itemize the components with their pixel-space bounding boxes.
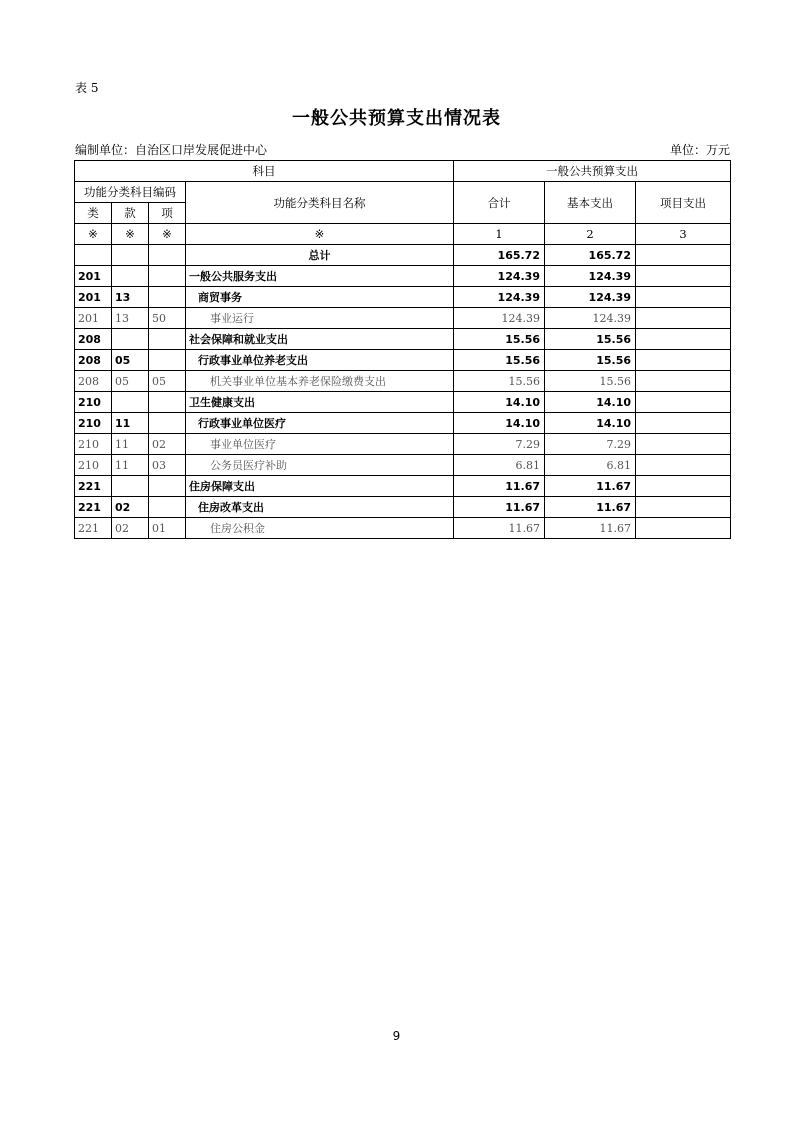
header-subject: 科目 [75,161,454,182]
cell-total: 165.72 [454,245,545,266]
index-cell: 3 [636,224,731,245]
cell-xiang [149,287,186,308]
cell-name: 住房改革支出 [186,497,454,518]
cell-kuan [112,329,149,350]
cell-lei: 210 [75,455,112,476]
cell-project [636,518,731,539]
cell-name: 公务员医疗补助 [186,455,454,476]
cell-lei: 201 [75,266,112,287]
cell-xiang: 50 [149,308,186,329]
cell-total: 6.81 [454,455,545,476]
cell-project [636,350,731,371]
table-row [75,392,731,413]
cell-xiang [149,392,186,413]
cell-basic: 165.72 [545,245,636,266]
mark-cell: ※ [75,224,112,245]
cell-kuan: 11 [112,434,149,455]
cell-xiang [149,329,186,350]
page-title: 一般公共预算支出情况表 [292,108,501,129]
cell-project [636,287,731,308]
cell-xiang: 03 [149,455,186,476]
cell-project [636,329,731,350]
header-lei: 类 [75,203,112,224]
cell-lei: 221 [75,497,112,518]
cell-xiang [149,476,186,497]
header-total: 合计 [454,182,545,224]
cell-total: 15.56 [454,329,545,350]
cell-kuan [112,245,149,266]
header-xiang: 项 [149,203,186,224]
table-row [75,287,731,308]
cell-name: 机关事业单位基本养老保险缴费支出 [186,371,454,392]
table-header [75,161,731,245]
cell-kuan: 02 [112,497,149,518]
header-kuan: 款 [112,203,149,224]
cell-xiang: 02 [149,434,186,455]
table-row [75,518,731,539]
cell-name: 卫生健康支出 [186,392,454,413]
table-body [75,245,731,539]
cell-basic: 124.39 [545,266,636,287]
cell-project [636,245,731,266]
budget-table [74,160,731,539]
cell-project [636,476,731,497]
cell-name: 事业运行 [186,308,454,329]
cell-total: 14.10 [454,413,545,434]
cell-total: 15.56 [454,371,545,392]
cell-basic: 15.56 [545,350,636,371]
cell-total: 11.67 [454,497,545,518]
table-row [75,455,731,476]
table-row [75,476,731,497]
mark-cell: ※ [186,224,454,245]
table-row-total [75,245,731,266]
cell-total: 124.39 [454,266,545,287]
cell-kuan [112,266,149,287]
cell-kuan: 05 [112,350,149,371]
index-cell: 2 [545,224,636,245]
cell-lei: 201 [75,287,112,308]
cell-basic: 14.10 [545,392,636,413]
cell-total: 11.67 [454,476,545,497]
cell-lei: 221 [75,518,112,539]
cell-xiang: 05 [149,371,186,392]
cell-name: 住房公积金 [186,518,454,539]
cell-lei: 208 [75,329,112,350]
cell-basic: 124.39 [545,308,636,329]
table-row [75,308,731,329]
table-row [75,371,731,392]
cell-total: 7.29 [454,434,545,455]
cell-xiang [149,266,186,287]
header-code-group: 功能分类科目编码 [75,182,186,203]
table-row [75,497,731,518]
cell-name: 行政事业单位养老支出 [186,350,454,371]
cell-basic: 15.56 [545,329,636,350]
cell-project [636,455,731,476]
cell-basic: 6.81 [545,455,636,476]
mark-cell: ※ [149,224,186,245]
table-row [75,329,731,350]
cell-lei [75,245,112,266]
cell-kuan: 13 [112,287,149,308]
header-budget-group: 一般公共预算支出 [454,161,731,182]
cell-project [636,434,731,455]
cell-name: 事业单位医疗 [186,434,454,455]
cell-basic: 11.67 [545,497,636,518]
cell-kuan [112,476,149,497]
cell-name: 商贸事务 [186,287,454,308]
page-number: 9 [392,1029,401,1043]
table-row [75,413,731,434]
cell-xiang [149,350,186,371]
cell-lei: 210 [75,434,112,455]
cell-kuan: 11 [112,455,149,476]
cell-xiang [149,497,186,518]
cell-project [636,497,731,518]
cell-name: 一般公共服务支出 [186,266,454,287]
cell-xiang: 01 [149,518,186,539]
cell-basic: 7.29 [545,434,636,455]
header-project: 项目支出 [636,182,731,224]
cell-kuan: 11 [112,413,149,434]
cell-basic: 11.67 [545,518,636,539]
cell-project [636,413,731,434]
cell-name: 社会保障和就业支出 [186,329,454,350]
cell-kuan: 13 [112,308,149,329]
cell-total: 124.39 [454,308,545,329]
cell-kuan [112,392,149,413]
cell-basic: 124.39 [545,287,636,308]
header-name: 功能分类科目名称 [186,182,454,224]
cell-lei: 210 [75,392,112,413]
cell-project [636,371,731,392]
cell-total: 11.67 [454,518,545,539]
cell-name: 住房保障支出 [186,476,454,497]
cell-lei: 210 [75,413,112,434]
cell-basic: 11.67 [545,476,636,497]
cell-lei: 208 [75,350,112,371]
unit-org: 编制单位：自治区口岸发展促进中心 [75,143,268,157]
mark-cell: ※ [112,224,149,245]
header-basic: 基本支出 [545,182,636,224]
cell-kuan: 05 [112,371,149,392]
table-row [75,434,731,455]
cell-project [636,392,731,413]
cell-name: 总计 [186,245,454,266]
cell-total: 124.39 [454,287,545,308]
cell-kuan: 02 [112,518,149,539]
unit-money: 单位：万元 [669,143,730,157]
table-row [75,350,731,371]
table-label: 表 5 [75,81,99,95]
cell-lei: 208 [75,371,112,392]
table-row [75,266,731,287]
cell-project [636,308,731,329]
cell-basic: 14.10 [545,413,636,434]
cell-total: 14.10 [454,392,545,413]
cell-basic: 15.56 [545,371,636,392]
cell-total: 15.56 [454,350,545,371]
cell-xiang [149,245,186,266]
cell-project [636,266,731,287]
cell-name: 行政事业单位医疗 [186,413,454,434]
index-cell: 1 [454,224,545,245]
cell-xiang [149,413,186,434]
cell-lei: 221 [75,476,112,497]
cell-lei: 201 [75,308,112,329]
